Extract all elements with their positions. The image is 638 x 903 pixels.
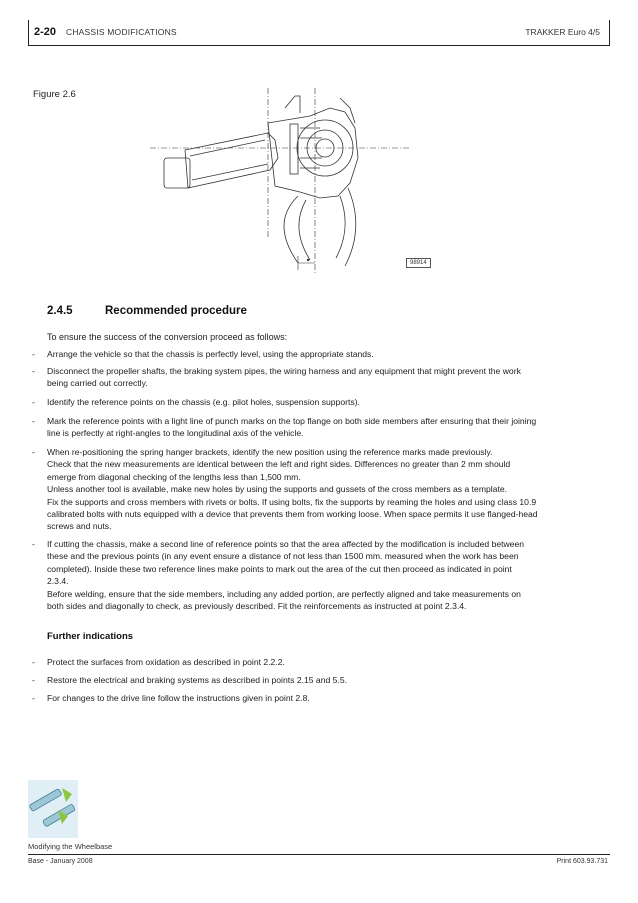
list-item: - If cutting the chassis, make a second line of reference points so that the area affected by the modification is included between these and the previous points (in any event ensure a distance of not less than 1500 mm. measured when the work has been completed). Inside these two reference lines make points to mark out the area of the cut then proceed as indicated in point 2.3.4. Before welding, ensure that the side members, including any added portion, are perfectly aligned and take measurements on both sides and diagonally to check, as previously described. Fit the reinforcements as instructed at point 2.3.4. bbox=[32, 539, 525, 612]
list-item: - When re-positioning the spring hanger brackets, identify the new position using the reference marks made previously. Check that the new measurements are identical between the left and right sides. Differences no greater than 2 mm should emerge from diagonal checking of the lengths less than 1,500 mm. Unless another tool is available, make new holes by using the supports and gussets of the cross members as a template. Fix the supports and cross members with rivets or bolts. If using bolts, fix the supports by reaming the holes and using class 10.9 calibrated bolts with nuts equipped with a device that prevents them from working loose. When space permits it use flanged-head screws and nuts. bbox=[32, 447, 538, 532]
footer-caption: Modifying the Wheelbase bbox=[28, 842, 113, 851]
section-intro: To ensure the success of the conversion proceed as follows: bbox=[47, 332, 288, 342]
axle-drawing bbox=[150, 88, 450, 273]
list-item: - Identify the reference points on the chassis (e.g. pilot holes, suspension supports). bbox=[32, 397, 360, 407]
list-item: - Disconnect the propeller shafts, the braking system pipes, the wiring harness and any equipment that might prevent the work being carried out correctly. bbox=[32, 366, 521, 389]
further-title: Further indications bbox=[47, 631, 134, 642]
list-item: - Restore the electrical and braking systems as described in points 2.15 and 5.5. bbox=[32, 675, 347, 685]
section-name: CHASSIS MODIFICATIONS bbox=[66, 27, 177, 37]
footer-rule bbox=[28, 854, 610, 855]
list-item: - Protect the surfaces from oxidation as described in point 2.2.2. bbox=[32, 657, 285, 667]
page-header bbox=[28, 20, 610, 46]
figure-label: Figure 2.6 bbox=[33, 89, 76, 100]
wheelbase-logo-icon bbox=[28, 780, 78, 838]
figure-code: 98914 bbox=[406, 258, 431, 268]
header-right-rule bbox=[609, 20, 610, 46]
header-left-rule bbox=[28, 20, 29, 46]
list-item: - Arrange the vehicle so that the chassis is perfectly level, using the appropriate stands. bbox=[32, 349, 374, 359]
model-name: TRAKKER Euro 4/5 bbox=[525, 27, 600, 37]
section-title: Recommended procedure bbox=[105, 305, 247, 317]
footer-print: Print 603.93.731 bbox=[556, 858, 608, 865]
section-number: 2.4.5 bbox=[47, 305, 73, 317]
footer-edition: Base - January 2008 bbox=[28, 858, 93, 865]
page-number: 2-20 bbox=[34, 26, 57, 38]
header-rule bbox=[28, 45, 610, 46]
list-item: - For changes to the drive line follow the instructions given in point 2.8. bbox=[32, 693, 310, 703]
list-item: - Mark the reference points with a light line of punch marks on the top flange on both side members after ensuring that their joining line is perfectly at right-angles to the longitudinal axis of the vehicle. bbox=[32, 416, 537, 439]
